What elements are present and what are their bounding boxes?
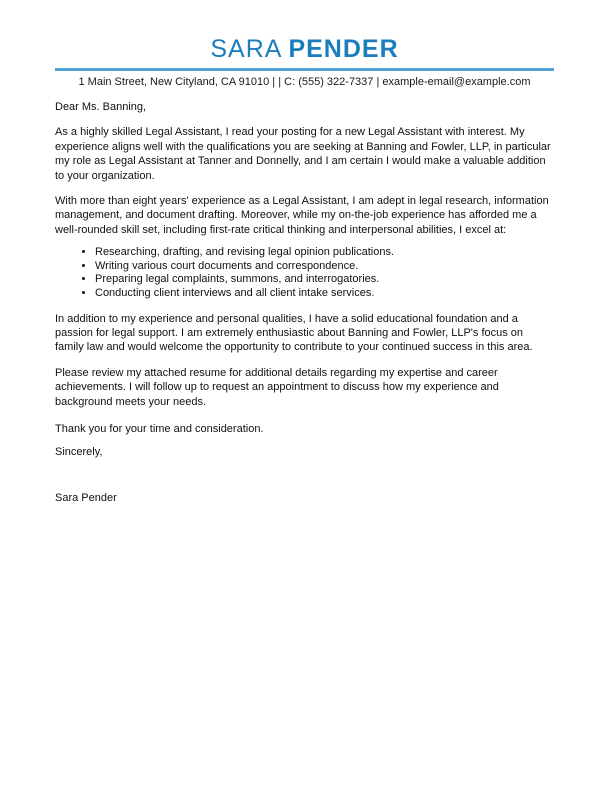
closing-thanks: Thank you for your time and consideration. [55,423,264,436]
bullet-item: • Preparing legal complaints, summons, and interrogatories. [95,273,554,287]
greeting: Dear Ms. Banning, [55,101,147,113]
first-name: SARA [210,35,283,63]
signoff: Sincerely, [55,446,103,459]
header-divider [55,68,554,71]
bullet-item: • Researching, drafting, and revising legal opinion publications. [95,246,554,260]
contact-line: 1 Main Street, New Cityland, CA 91010 | | C: (555) 322-7337 | example-email@example.com [78,76,531,88]
page-title [55,34,554,64]
skills-bullet-list [55,246,554,300]
last-name: PENDER [288,35,399,63]
paragraph-experience: With more than eight years' experience as a Legal Assistant, I am adept in legal research, information management, and document drafting. Moreover, while my on-the-job experience has afforded me a well-rounded skill set, including first-rate critical thinking and interpersonal abilities, I excel at: [55,195,549,236]
letter-body [55,100,554,505]
paragraph-education: In addition to my experience and personal qualities, I have a solid educational foundation and a passion for legal support. I am extremely enthusiastic about Banning and Fowler, LLP's focus on family law and would welcome the opportunity to contribute to your continued success in this area. [55,312,533,354]
paragraph-resume: Please review my attached resume for additional details regarding my expertise and career achievements. I will follow up to request an appointment to discuss how my experience and background meets your needs. [55,366,499,408]
bullet-item: • Conducting client interviews and all client intake services. [95,287,554,301]
signature-name: Sara Pender [55,491,117,504]
paragraph-intro: As a highly skilled Legal Assistant, I read your posting for a new Legal Assistant with interest. My experience aligns well with the qualifications you are seeking at Banning and Fowler, LLP, in particular my role as Legal Assistant at Tanner and Donnelly, and I am certain I would make a valuable addition to your organization. [55,126,551,182]
bullet-item: • Writing various court documents and correspondence. [95,260,554,274]
